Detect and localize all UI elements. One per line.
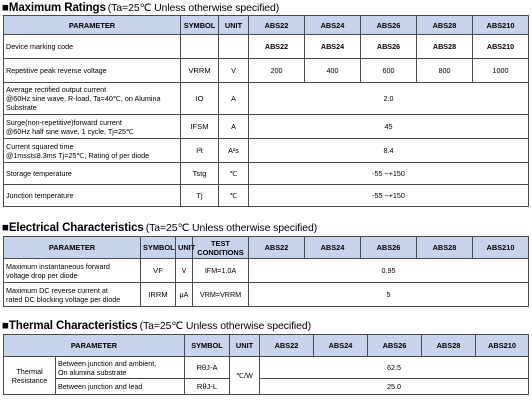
value-cell: 25.0 — [260, 379, 529, 395]
vrrm-abs26: 600 — [361, 59, 417, 83]
electrical-characteristics-table — [3, 236, 529, 307]
unit-cell: A — [219, 83, 249, 115]
maximum-ratings-condition: (Ta=25℃ Unless otherwise specified) — [107, 2, 280, 14]
header-unit: UNIT — [219, 16, 249, 35]
header-parameter: PARAMETER — [4, 16, 181, 35]
table-row — [4, 59, 529, 83]
maximum-ratings-title — [2, 2, 279, 14]
symbol-cell: IRRM — [141, 283, 176, 307]
header-abs22: ABS22 — [249, 237, 305, 259]
header-symbol: SYMBOL — [141, 237, 176, 259]
table-row — [4, 35, 529, 59]
symbol-cell: RθJ-A — [185, 357, 230, 379]
symbol-cell: VRRM — [181, 59, 219, 83]
unit-cell — [219, 35, 249, 59]
maximum-ratings-heading: ■Maximum Ratings — [2, 2, 106, 14]
unit-cell: A²s — [219, 139, 249, 163]
table-header-row — [4, 237, 529, 259]
electrical-characteristics-title — [2, 222, 317, 234]
header-parameter: PARAMETER — [4, 237, 141, 259]
param-cell: Storage temperature — [4, 163, 181, 185]
vrrm-abs210: 1000 — [473, 59, 529, 83]
marking-abs24: ABS24 — [305, 35, 361, 59]
param-cell: Device marking code — [4, 35, 181, 59]
table-row — [4, 379, 529, 395]
value-cell: 45 — [249, 115, 529, 139]
thermal-resistance-group: Thermal Resistance — [4, 357, 56, 395]
symbol-cell: Tj — [181, 185, 219, 207]
param-cell: Between junction and ambient, On alumina substrate — [56, 357, 185, 379]
vrrm-abs28: 800 — [417, 59, 473, 83]
header-abs28: ABS28 — [417, 237, 473, 259]
thermal-characteristics-table — [3, 334, 529, 395]
thermal-characteristics-title — [2, 320, 311, 332]
header-abs26: ABS26 — [368, 335, 422, 357]
symbol-cell: Tstg — [181, 163, 219, 185]
unit-cell: V — [219, 59, 249, 83]
table-row — [4, 83, 529, 115]
header-abs22: ABS22 — [260, 335, 314, 357]
param-cell: Repetitive peak reverse voltage — [4, 59, 181, 83]
symbol-cell: VF — [141, 259, 176, 283]
header-symbol: SYMBOL — [185, 335, 230, 357]
electrical-characteristics-condition: (Ta=25℃ Unless otherwise specified) — [145, 222, 318, 234]
unit-cell: V — [176, 259, 193, 283]
value-cell: 2.0 — [249, 83, 529, 115]
table-header-row — [4, 16, 529, 35]
marking-abs28: ABS28 — [417, 35, 473, 59]
marking-abs210: ABS210 — [473, 35, 529, 59]
table-row — [4, 357, 529, 379]
symbol-cell: RθJ-L — [185, 379, 230, 395]
unit-cell: ℃/W — [230, 357, 260, 395]
vrrm-abs24: 400 — [305, 59, 361, 83]
header-unit: UNIT — [176, 237, 193, 259]
param-cell: Between junction and lead — [56, 379, 185, 395]
header-abs210: ABS210 — [473, 237, 529, 259]
header-test-conditions: TEST CONDITIONS — [193, 237, 249, 259]
value-cell: 62.5 — [260, 357, 529, 379]
header-abs26: ABS26 — [361, 237, 417, 259]
param-cell: Average rectified output current @60Hz sine wave, R-load, Ta=40℃, on Alumina Substrate — [4, 83, 181, 115]
thermal-characteristics-heading: ■Thermal Characteristics — [2, 320, 138, 332]
table-row — [4, 139, 529, 163]
value-cell: -55 ~+150 — [249, 163, 529, 185]
vrrm-abs22: 200 — [249, 59, 305, 83]
marking-abs26: ABS26 — [361, 35, 417, 59]
header-abs210: ABS210 — [473, 16, 529, 35]
header-abs28: ABS28 — [417, 16, 473, 35]
param-cell: Current squared time @1ms≤t≤8.3ms Tj=25℃, Rating of per diode — [4, 139, 181, 163]
value-cell: 0.95 — [249, 259, 529, 283]
thermal-characteristics-condition: (Ta=25℃ Unless otherwise specified) — [139, 320, 311, 332]
table-row — [4, 163, 529, 185]
unit-cell: ℃ — [219, 185, 249, 207]
marking-abs22: ABS22 — [249, 35, 305, 59]
unit-cell: μA — [176, 283, 193, 307]
header-unit: UNIT — [230, 335, 260, 357]
table-row — [4, 115, 529, 139]
param-cell: Junction temperature — [4, 185, 181, 207]
symbol-cell: I²t — [181, 139, 219, 163]
param-cell: Maximum instantaneous forward voltage drop per diode — [4, 259, 141, 283]
header-abs22: ABS22 — [249, 16, 305, 35]
unit-cell: ℃ — [219, 163, 249, 185]
param-cell: Maximum DC reverse current at rated DC blocking voltage per diode — [4, 283, 141, 307]
value-cell: -55 ~+150 — [249, 185, 529, 207]
table-row — [4, 283, 529, 307]
test-condition-cell: IFM=1.0A — [193, 259, 249, 283]
symbol-cell — [181, 35, 219, 59]
symbol-cell: IFSM — [181, 115, 219, 139]
test-condition-cell: VRM=VRRM — [193, 283, 249, 307]
value-cell: 5 — [249, 283, 529, 307]
header-abs24: ABS24 — [305, 16, 361, 35]
header-abs26: ABS26 — [361, 16, 417, 35]
table-row — [4, 259, 529, 283]
param-cell: Surge(non-repetitive)forward current @60Hz half sine wave, 1 cycle, Tj=25℃ — [4, 115, 181, 139]
header-abs210: ABS210 — [476, 335, 529, 357]
header-abs28: ABS28 — [422, 335, 476, 357]
header-parameter: PARAMETER — [4, 335, 185, 357]
unit-cell: A — [219, 115, 249, 139]
header-abs24: ABS24 — [305, 237, 361, 259]
symbol-cell: IO — [181, 83, 219, 115]
table-row — [4, 185, 529, 207]
electrical-characteristics-heading: ■Electrical Characteristics — [2, 222, 144, 234]
value-cell: 8.4 — [249, 139, 529, 163]
header-symbol: SYMBOL — [181, 16, 219, 35]
maximum-ratings-table — [3, 15, 529, 207]
table-header-row — [4, 335, 529, 357]
header-abs24: ABS24 — [314, 335, 368, 357]
